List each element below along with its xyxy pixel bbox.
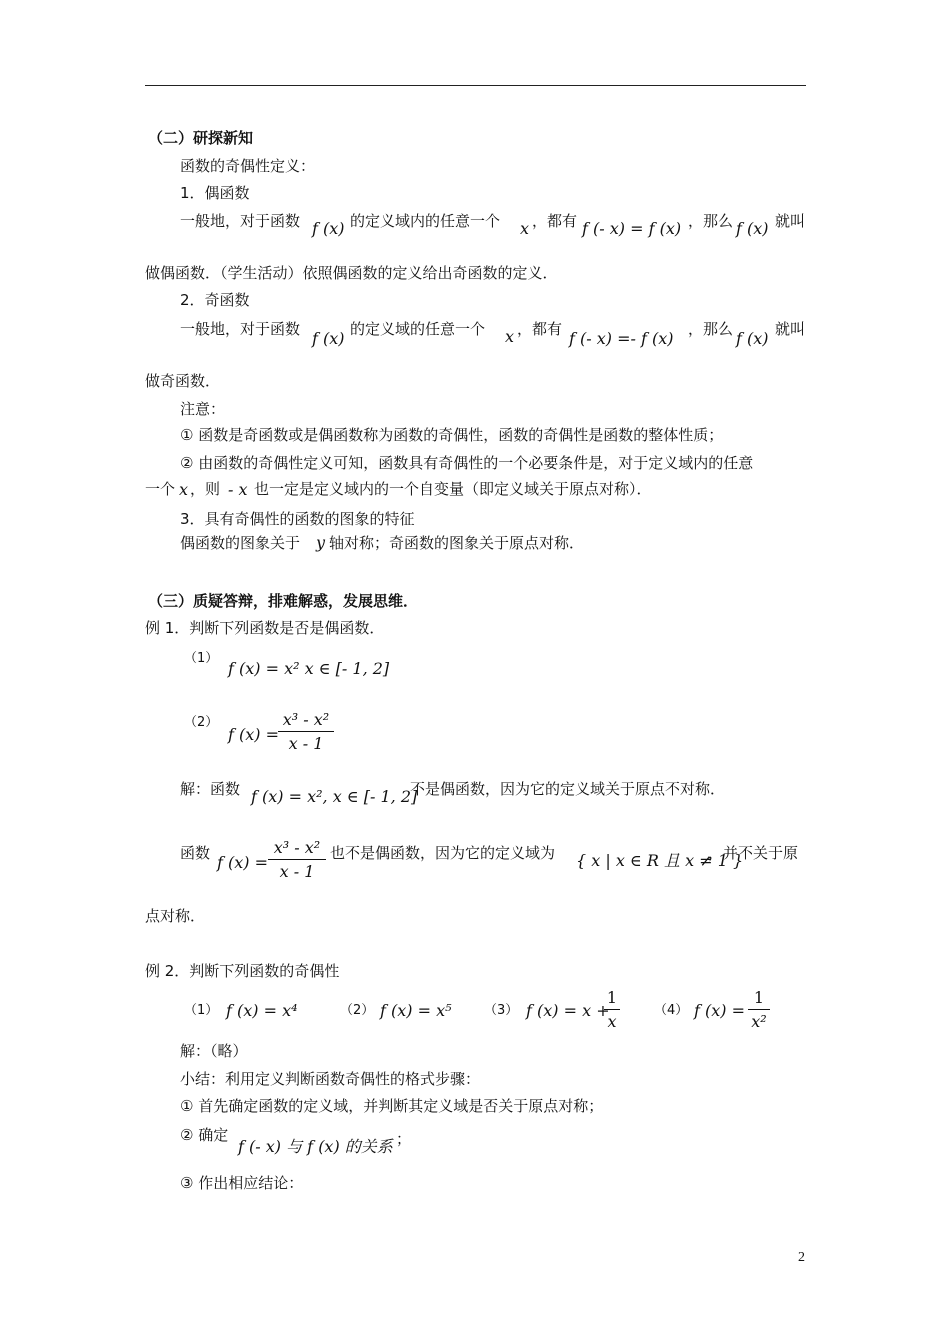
odd-text-a: 一般地，对于函数 [180, 320, 301, 338]
odd-text-line2: 做奇函数． [145, 372, 221, 390]
solution-2-lhs: f (x) = [217, 853, 269, 872]
ex1-part2-label: （2） [184, 715, 219, 730]
ex2-part4-fraction [748, 988, 770, 1031]
math-fx: f (x) [312, 219, 345, 238]
fraction-bar [604, 1009, 620, 1010]
page-number: 2 [798, 1250, 805, 1265]
graph-text-a: 偶函数的图象关于 [180, 534, 301, 552]
ex2-part1-math: f (x) = x⁴ [226, 1001, 298, 1020]
math-fx: f (x) [736, 329, 769, 348]
step-1: ① 首先确定函数的定义域，并判断其定义域是否关于原点对称； [180, 1097, 604, 1115]
ex2-part2-math: f (x) = x⁵ [380, 1001, 452, 1020]
fraction-denominator: x [607, 1012, 617, 1031]
math-fx: f (x) [312, 329, 345, 348]
fraction-numerator: x³ - x² [282, 710, 330, 729]
step-2-a: ② 确定 [180, 1126, 229, 1144]
note-title: 注意： [180, 400, 226, 418]
even-text-e: 就叫 [775, 212, 806, 230]
ex2-part1-label: （1） [184, 1003, 219, 1018]
solution-2-set: { x | x ∈ R 且 x ≠ 1 } [576, 851, 744, 870]
ex2-part3-label: （3） [484, 1003, 519, 1018]
definition-intro: 函数的奇偶性定义： [180, 157, 316, 175]
odd-text-d: ，那么 [688, 320, 734, 338]
fraction-bar [748, 1009, 770, 1010]
section-heading-2: （二）研探新知 [148, 129, 254, 147]
even-text-c: ，都有 [532, 212, 578, 230]
solution-1-b: 不是偶函数，因为它的定义域关于原点不对称． [410, 780, 726, 798]
note-2-c: 也一定是定义域内的一个自变量（即定义域关于原点对称）． [254, 480, 652, 498]
fraction-bar [268, 859, 326, 860]
math-x: x [179, 480, 189, 499]
ex1-part2-fraction [278, 710, 334, 753]
solution-2-c: ，并不关于原 [708, 844, 799, 862]
ex1-part1-math: f (x) = x² x ∈ [- 1, 2] [228, 659, 390, 678]
math-fx: f (x) [736, 219, 769, 238]
step-3: ③ 作出相应结论： [180, 1174, 304, 1192]
ex2-part2-label: （2） [340, 1003, 375, 1018]
odd-text-e: 就叫 [775, 320, 806, 338]
math-y: y [316, 533, 326, 552]
odd-text-c: ，都有 [517, 320, 563, 338]
even-text-d: ，那么 [688, 212, 734, 230]
ex1-part2-lhs: f (x) = [228, 725, 280, 744]
header-rule [145, 85, 806, 86]
note-2-line1: ② 由函数的奇偶性定义可知，函数具有奇偶性的一个必要条件是，对于定义域内的任意 [180, 454, 754, 472]
graph-text-b: 轴对称；奇函数的图象关于原点对称． [329, 534, 585, 552]
fraction-numerator: 1 [606, 988, 618, 1007]
fraction-denominator: x - 1 [288, 734, 324, 753]
ex2-part3-math: f (x) = x + [526, 1001, 610, 1020]
solution-2-b: 也不是偶函数，因为它的定义域为 [330, 844, 556, 862]
graph-title: 3．具有奇偶性的函数的图象的特征 [180, 510, 415, 528]
math-x: x [505, 327, 515, 346]
step-2-b: ； [396, 1130, 412, 1148]
ex2-part3-fraction [604, 988, 620, 1031]
solution-ex2: 解：（略） [180, 1042, 248, 1060]
ex2-part4-label: （4） [654, 1003, 689, 1018]
summary-title: 小结：利用定义判断函数奇偶性的格式步骤： [180, 1070, 481, 1088]
ex1-part1-label: （1） [184, 651, 219, 666]
note-2-a: 一个 [145, 480, 176, 498]
solution-1-math: f (x) = x², x ∈ [- 1, 2] [251, 787, 418, 806]
math-odd-eq: f (- x) =- f (x) [569, 329, 674, 348]
solution-1-a: 解：函数 [180, 780, 241, 798]
ex2-part4-math: f (x) = [694, 1001, 746, 1020]
solution-2-line2: 点对称． [145, 907, 206, 925]
fraction-bar [278, 731, 334, 732]
even-text-line2: 做偶函数．（学生活动）依照偶函数的定义给出奇函数的定义． [145, 264, 558, 282]
note-1: ① 函数是奇函数或是偶函数称为函数的奇偶性，函数的奇偶性是函数的整体性质； [180, 426, 724, 444]
fraction-numerator: x³ - x² [273, 838, 321, 857]
math-x: x [520, 219, 530, 238]
section-heading-3: （三）质疑答辩，排难解惑，发展思维． [148, 592, 419, 610]
odd-title: 2．奇函数 [180, 291, 250, 309]
example-2-title: 例 2．判断下列函数的奇偶性 [145, 962, 340, 980]
math-neg-x: - x [228, 480, 248, 499]
fraction-numerator: 1 [753, 988, 765, 1007]
odd-text-b: 的定义域的任意一个 [350, 320, 486, 338]
math-even-eq: f (- x) = f (x) [582, 219, 682, 238]
even-title: 1．偶函数 [180, 184, 250, 202]
solution-2-fraction [268, 838, 326, 881]
solution-2-a: 函数 [180, 844, 211, 862]
even-text-b: 的定义域内的任意一个 [350, 212, 501, 230]
step-2-math: f (- x) 与 f (x) 的关系 [238, 1137, 393, 1156]
fraction-denominator: x - 1 [279, 862, 315, 881]
example-1-title: 例 1．判断下列函数是否是偶函数． [145, 619, 385, 637]
even-text-a: 一般地，对于函数 [180, 212, 301, 230]
note-2-b: ，则 [190, 480, 221, 498]
fraction-denominator: x² [751, 1012, 767, 1031]
